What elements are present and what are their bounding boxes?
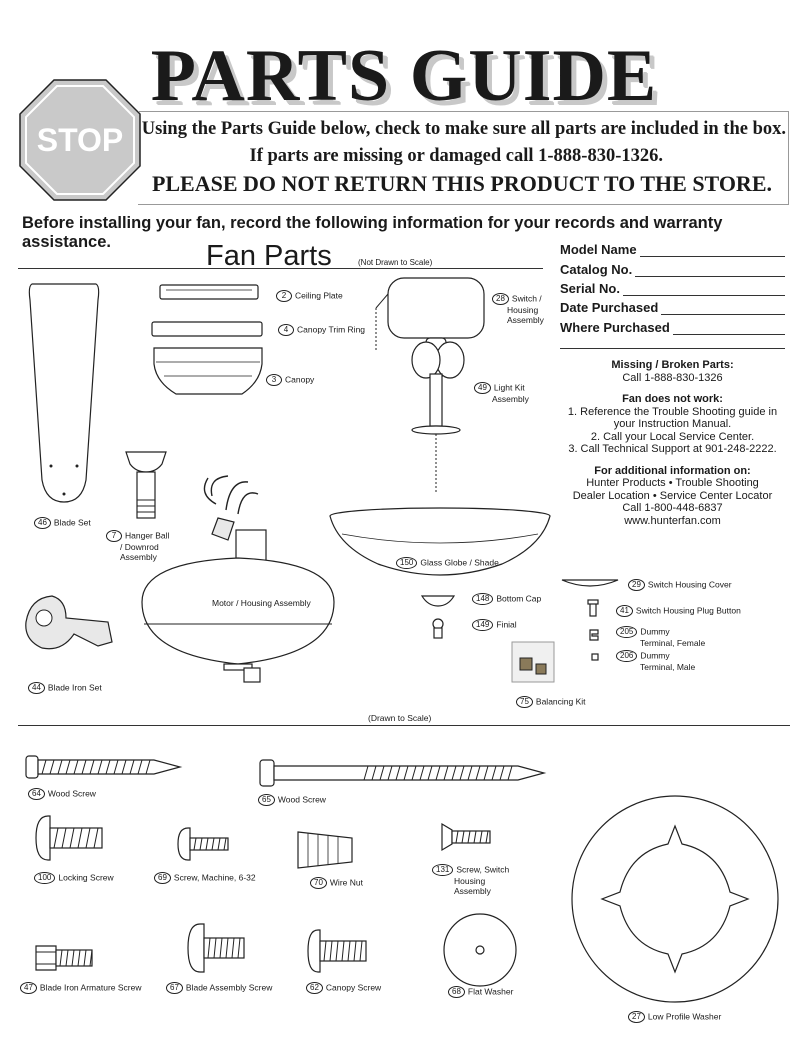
switch-cover-text: Switch Housing Cover [647, 579, 732, 590]
switch-housing-text-1: Switch / [511, 293, 542, 304]
blade-drawing [24, 280, 104, 510]
switch-housing-label [492, 293, 544, 325]
plug-button-num: 41 [616, 605, 633, 617]
model-name-field[interactable] [560, 242, 785, 257]
glass-globe-text: Glass Globe / Shade [420, 557, 499, 568]
blade-iron-label [28, 682, 102, 694]
bottom-cap-num: 148 [472, 593, 493, 605]
serial-no-label: Serial No. [560, 281, 620, 296]
canopy-num: 3 [266, 374, 282, 386]
switch-screw-text-3: Assembly [454, 886, 491, 896]
help-info [560, 359, 785, 527]
locking-screw-num: 100 [34, 872, 55, 884]
canopy-trim-num: 4 [278, 324, 294, 336]
blade-set-num: 46 [34, 517, 51, 529]
blade-iron-drawing [22, 592, 116, 656]
canopy-trim-label [278, 324, 365, 336]
blade-iron-screw-num: 47 [20, 982, 37, 994]
dummy-female-num: 205 [616, 626, 637, 638]
serial-no-field[interactable] [560, 281, 785, 296]
dummy-male-text-1: Dummy [640, 650, 670, 661]
ceiling-plate-label [276, 290, 343, 302]
dummy-female-text-2: Terminal, Female [640, 638, 706, 648]
dummy-male-text-2: Terminal, Male [640, 662, 696, 672]
wire-nut-drawing [296, 828, 354, 872]
canopy-screw-label [306, 982, 381, 994]
light-kit-num: 49 [474, 382, 491, 394]
wood-screw-65-label [258, 794, 326, 806]
glass-globe-drawing [328, 506, 552, 582]
more-3: Call 1-800-448-6837 [622, 502, 723, 514]
machine-screw-drawing [176, 826, 232, 862]
locking-screw-label [34, 872, 114, 884]
machine-screw-num: 69 [154, 872, 171, 884]
stop-sign-text: STOP [36, 122, 124, 158]
date-purchased-field[interactable] [560, 300, 785, 315]
canopy-text: Canopy [285, 374, 315, 385]
more-title: For additional information on: [594, 464, 751, 477]
page-title: PARTS GUIDE [150, 35, 658, 117]
hanger-ball-text-2: / Downrod [120, 542, 159, 552]
hanger-ball-text-1: Hanger Ball [125, 530, 170, 541]
motor-label: Motor / Housing Assembly [212, 598, 311, 608]
locking-screw-text: Locking Screw [58, 872, 114, 883]
canopy-screw-text: Canopy Screw [325, 982, 382, 993]
switch-screw-text-2: Housing [454, 876, 486, 886]
switch-housing-text-3: Assembly [507, 315, 544, 325]
wood-screw-64-num: 64 [28, 788, 45, 800]
canopy-label [266, 374, 314, 386]
switch-housing-num: 28 [492, 293, 509, 305]
record-header: Before installing your fan, record the following information for your records and warranty assistance. [22, 214, 723, 251]
dummy-male-label [616, 650, 695, 672]
banner-line-1: Using the Parts Guide below, check to make sure all parts are included in the box. [141, 119, 786, 139]
canopy-screw-drawing [306, 928, 370, 974]
balancing-kit-text: Balancing Kit [535, 696, 586, 707]
canopy-group-drawing [150, 282, 270, 398]
blade-set-label [34, 517, 91, 529]
light-kit-text-1: Light Kit [493, 382, 525, 393]
catalog-no-field[interactable] [560, 262, 785, 277]
more-1: Hunter Products • Trouble Shooting [586, 477, 759, 489]
blade-iron-num: 44 [28, 682, 45, 694]
flat-washer-text: Flat Washer [467, 986, 514, 997]
machine-screw-label [154, 872, 256, 884]
wood-screw-64-text: Wood Screw [47, 788, 96, 799]
blade-assembly-screw-drawing [186, 922, 248, 974]
switch-cover-label [628, 579, 732, 591]
bottom-cap-finial-drawing [418, 592, 458, 642]
missing-call: Call 1-888-830-1326 [622, 371, 723, 384]
wire-nut-num: 70 [310, 877, 327, 889]
blade-iron-text: Blade Iron Set [47, 682, 102, 693]
wire-nut-text: Wire Nut [329, 877, 363, 888]
switch-screw-label [432, 864, 509, 896]
small-parts-drawing [560, 578, 620, 668]
canopy-trim-text: Canopy Trim Ring [297, 324, 366, 335]
switch-cover-num: 29 [628, 579, 645, 591]
blade-assembly-screw-label [166, 982, 272, 994]
wood-screw-65-drawing [258, 758, 548, 788]
where-purchased-field[interactable] [560, 320, 785, 335]
more-4: www.hunterfan.com [624, 514, 721, 527]
dummy-female-label [616, 626, 705, 648]
wood-screw-64-drawing [24, 752, 184, 782]
locking-screw-drawing [34, 814, 106, 862]
plug-button-text: Switch Housing Plug Button [635, 605, 741, 616]
blade-assembly-screw-text: Blade Assembly Screw [185, 982, 273, 993]
finial-label [472, 619, 517, 631]
light-kit-text-2: Assembly [492, 394, 529, 404]
not-to-scale-note: (Not Drawn to Scale) [358, 258, 433, 267]
wood-screw-64-label [28, 788, 96, 800]
fan-parts-heading: Fan Parts [206, 240, 332, 272]
drawn-to-scale-note: (Drawn to Scale) [368, 713, 432, 723]
bottom-cap-text: Bottom Cap [496, 593, 542, 604]
model-name-label: Model Name [560, 242, 637, 257]
blade-assembly-screw-num: 67 [166, 982, 183, 994]
low-profile-washer-text: Low Profile Washer [647, 1011, 722, 1022]
wood-screw-65-text: Wood Screw [277, 794, 326, 805]
blade-iron-screw-drawing [34, 942, 96, 974]
hardware-rule [18, 725, 790, 726]
blade-set-text: Blade Set [53, 517, 91, 528]
machine-screw-text: Screw, Machine, 6-32 [173, 872, 256, 883]
canopy-screw-num: 62 [306, 982, 323, 994]
missing-title: Missing / Broken Parts: [611, 359, 734, 371]
switch-screw-text-1: Screw, Switch [456, 864, 510, 875]
switch-housing-text-2: Housing [507, 305, 539, 315]
date-purchased-label: Date Purchased [560, 300, 659, 315]
ceiling-plate-num: 2 [276, 290, 292, 302]
dummy-male-num: 206 [616, 650, 637, 662]
hanger-ball-num: 7 [106, 530, 122, 542]
blade-iron-screw-label [20, 982, 141, 994]
banner-line-3: PLEASE DO NOT RETURN THIS PRODUCT TO THE STORE. [151, 171, 772, 196]
hanger-ball-text-3: Assembly [120, 552, 157, 562]
not-work-1: 1. Reference the Trouble Shooting guide in [567, 405, 778, 418]
not-work-title: Fan does not work: [622, 393, 723, 405]
switch-screw-num: 131 [432, 864, 453, 876]
where-purchased-label: Where Purchased [560, 320, 670, 335]
wire-nut-label [310, 877, 363, 889]
switch-housing-drawing [368, 274, 488, 494]
wood-screw-65-num: 65 [258, 794, 275, 806]
flat-washer-label [448, 986, 513, 998]
not-work-2: 2. Call your Local Service Center. [590, 430, 755, 443]
not-work-3: 3. Call Technical Support at 901-248-2222. [568, 443, 777, 455]
finial-num: 149 [472, 619, 493, 631]
banner-line-2: If parts are missing or damaged call 1-888-830-1326. [249, 146, 663, 166]
bottom-cap-label [472, 593, 541, 605]
plug-button-label [616, 605, 741, 617]
low-profile-washer-num: 27 [628, 1011, 645, 1023]
blade-iron-screw-text: Blade Iron Armature Screw [39, 982, 142, 993]
balancing-kit-drawing [510, 640, 556, 686]
glass-globe-label [396, 557, 499, 569]
fan-parts-rule [18, 268, 543, 269]
switch-screw-drawing [440, 822, 494, 852]
balancing-kit-label [516, 696, 586, 708]
low-profile-washer-label [628, 1011, 721, 1023]
flat-washer-num: 68 [448, 986, 465, 998]
flat-washer-drawing [440, 912, 520, 988]
not-work-1b: your Instruction Manual. [613, 418, 732, 430]
record-rule [560, 348, 785, 349]
light-kit-label [474, 382, 529, 404]
more-2: Dealer Location • Service Center Locator [572, 489, 773, 502]
low-profile-washer-drawing [570, 794, 780, 1004]
ceiling-plate-text: Ceiling Plate [295, 290, 343, 301]
balancing-kit-num: 75 [516, 696, 533, 708]
motor-housing-drawing [138, 474, 338, 686]
catalog-no-label: Catalog No. [560, 262, 633, 277]
dummy-female-text-1: Dummy [640, 626, 670, 637]
glass-globe-num: 150 [396, 557, 417, 569]
finial-text: Finial [496, 619, 517, 630]
